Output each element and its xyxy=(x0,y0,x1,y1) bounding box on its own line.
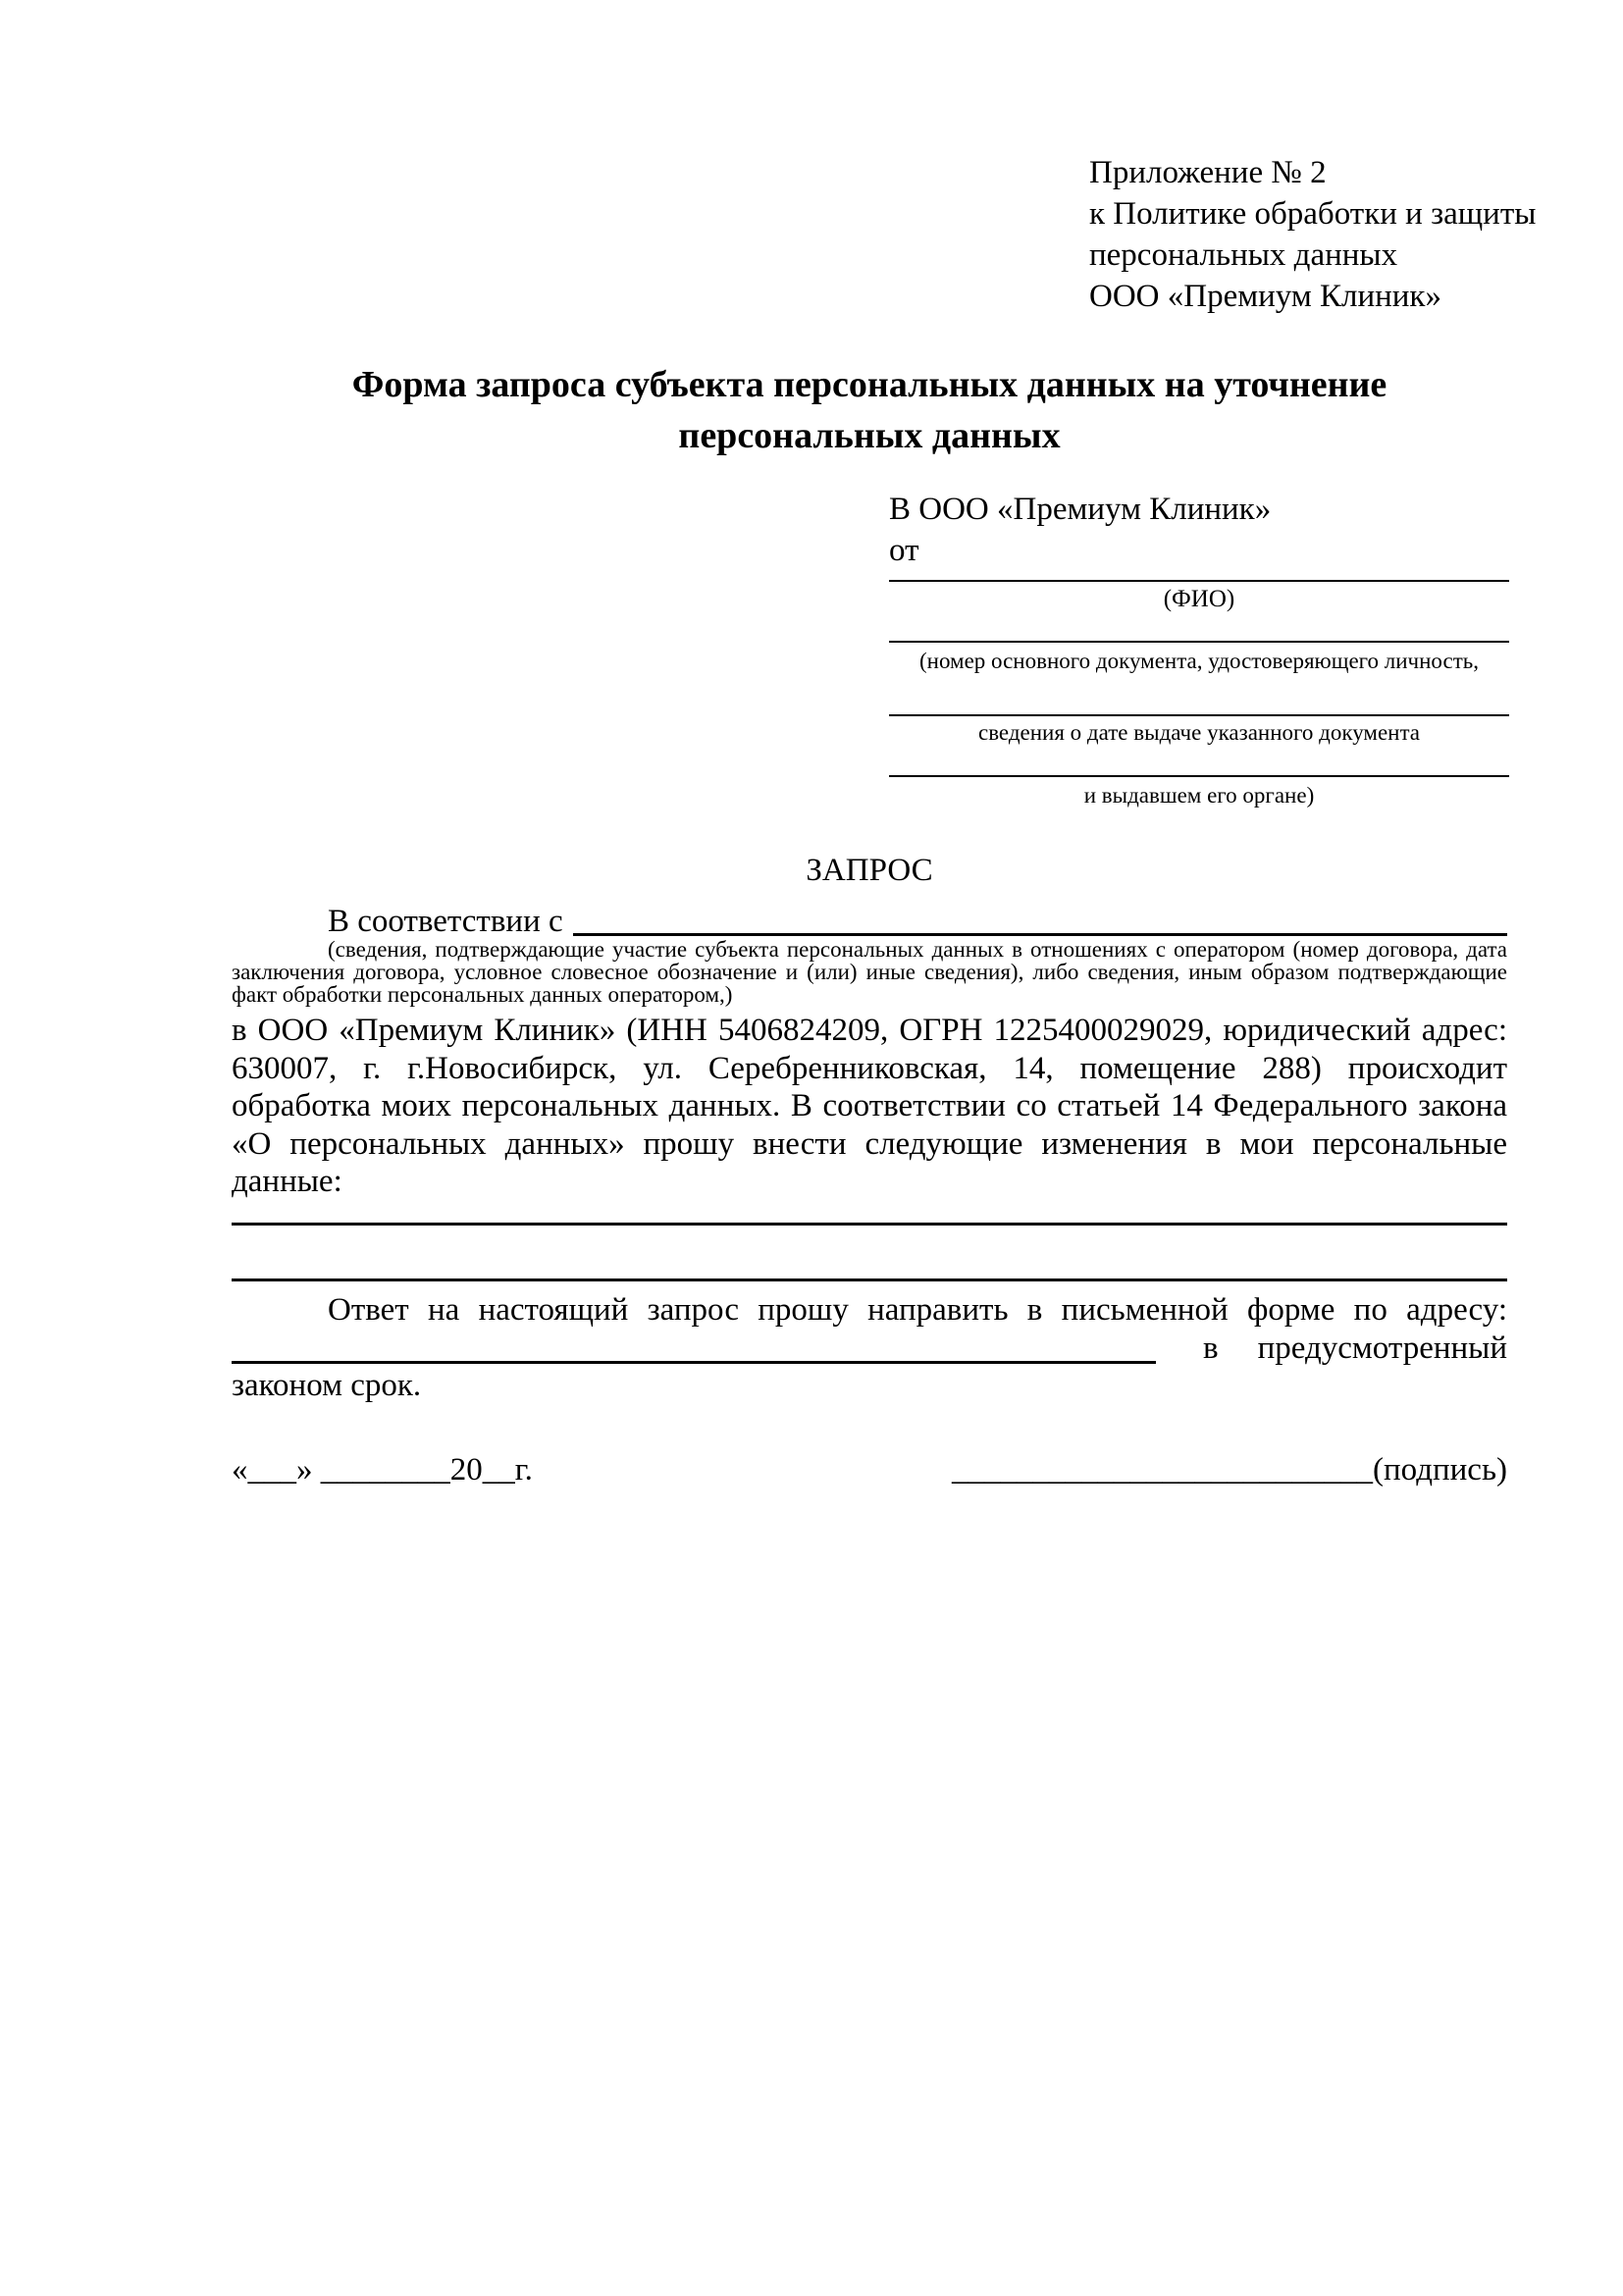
recipient-block xyxy=(889,489,1509,822)
fio-caption: (ФИО) xyxy=(1163,586,1235,612)
date-signature-row xyxy=(232,1449,1507,1490)
fio-blank-line xyxy=(889,580,1509,582)
annex-line: Приложение № 2 xyxy=(1089,155,1327,190)
request-body-paragraph: в ООО «Премиум Клиник» (ИНН 5406824209, ОГРН 1225400029029, юридический адрес: 630007, г. г.Новосибирск, ул. Серебренниковская, 14, помещение 288) происходит обработка моих персональных данных. В соответствии со статьей 14 Федерального закона «О персональных данных» прошу внести следующие изменения в мои персональные данные: xyxy=(232,1013,1507,1199)
annex-line: ООО «Премиум Клиник» xyxy=(1089,279,1441,314)
accordance-blank-line xyxy=(573,901,1507,936)
changes-blank-line-1 xyxy=(232,1223,1507,1226)
accordance-line xyxy=(232,901,1507,942)
answer-term-phrase: в предусмотренный xyxy=(1203,1330,1507,1366)
annex-line: персональных данных xyxy=(1089,237,1398,273)
request-heading: ЗАПРОС xyxy=(806,853,933,888)
issuing-authority-blank-line xyxy=(889,775,1509,777)
date-field: «___» ________20__г. xyxy=(232,1452,533,1487)
annex-note xyxy=(1089,152,1536,317)
answer-request-line: Ответ на настоящий запрос прошу направить в письменной форме по адресу: xyxy=(328,1292,1507,1328)
answer-address-line xyxy=(232,1330,1507,1368)
accordance-lead: В соответствии с xyxy=(328,904,563,939)
issue-date-caption: сведения о дате выдаче указанного документа xyxy=(977,720,1421,745)
recipient-org: В ООО «Премиум Клиник» xyxy=(889,492,1272,527)
annex-line: к Политике обработки и защиты xyxy=(1089,196,1537,232)
address-blank-line xyxy=(232,1330,1156,1365)
issue-date-blank-line xyxy=(889,714,1509,716)
document-title: Форма запроса субъекта персональных данных на уточнение персональных данных xyxy=(351,364,1387,456)
from-label: от xyxy=(889,533,919,568)
answer-term-tail: законом срок. xyxy=(232,1368,422,1403)
document-number-caption: (номер основного документа, удостоверяющего личность, xyxy=(918,649,1479,673)
accordance-note: (сведения, подтверждающие участие субъекта персональных данных в отношениях с оператором (номер договора, дата заключения договора, условное словесное обозначение и (или) иные сведения), либо сведения, иным образом подтверждающие факт обработки персональных данных оператором,) xyxy=(232,937,1507,1007)
issuing-authority-caption: и выдавшем его органе) xyxy=(1083,783,1315,808)
changes-blank-line-2 xyxy=(232,1278,1507,1281)
signature-field: __________________________(подпись) xyxy=(952,1452,1507,1487)
document-number-blank-line xyxy=(889,641,1509,643)
answer-paragraph xyxy=(232,1291,1507,1405)
